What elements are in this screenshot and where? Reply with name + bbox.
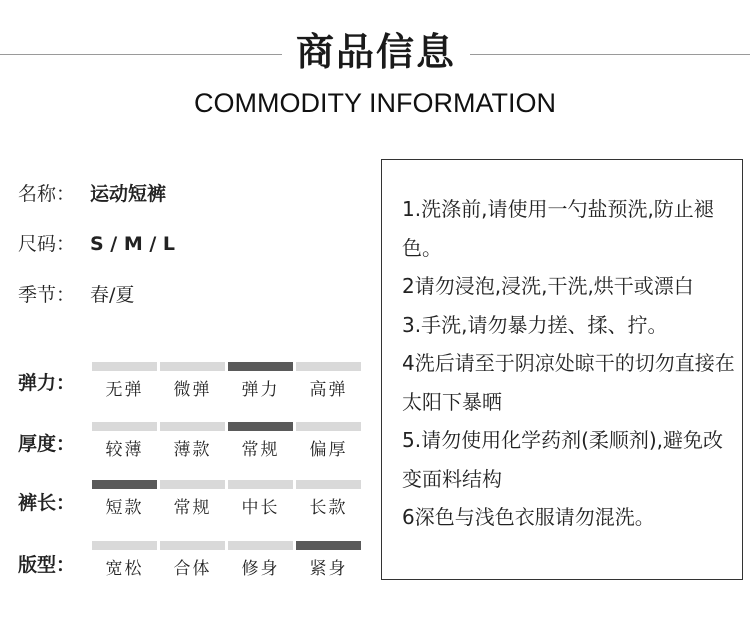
info-size-value: S / M / L bbox=[90, 233, 176, 255]
scale-bar bbox=[160, 362, 225, 371]
info-name-row bbox=[18, 180, 166, 208]
info-name-value: 运动短裤 bbox=[90, 183, 167, 205]
scale-bar-selected bbox=[296, 541, 361, 550]
scale-bar bbox=[228, 480, 293, 489]
scale-bar bbox=[92, 422, 157, 431]
scale-option-label: 薄款 bbox=[173, 440, 212, 460]
scale-option-label: 合体 bbox=[173, 559, 212, 579]
scale-bar bbox=[92, 362, 157, 371]
info-name-label: 名称： bbox=[18, 183, 76, 205]
attr-fit-scale bbox=[92, 541, 361, 593]
care-item: 2请勿浸泡,浸洗,干洗,烘干或漂白 bbox=[402, 274, 694, 298]
scale-option-label: 高弹 bbox=[309, 380, 348, 400]
attr-fit-label: 版型： bbox=[18, 554, 76, 576]
care-instructions-box bbox=[381, 159, 743, 580]
scale-bar bbox=[228, 541, 293, 550]
attr-thickness-label: 厚度： bbox=[18, 433, 76, 455]
scale-option-label: 修身 bbox=[241, 559, 280, 579]
info-size-row bbox=[18, 230, 175, 258]
care-item: 6深色与浅色衣服请勿混洗。 bbox=[402, 505, 655, 529]
care-instructions-list bbox=[402, 190, 737, 537]
scale-option-label: 偏厚 bbox=[309, 440, 348, 460]
scale-option-label: 常规 bbox=[173, 498, 212, 518]
scale-bar bbox=[160, 480, 225, 489]
scale-option-label: 长款 bbox=[309, 498, 348, 518]
scale-bar bbox=[296, 480, 361, 489]
attr-length-scale bbox=[92, 480, 361, 532]
attr-length-label: 裤长： bbox=[18, 492, 76, 514]
care-item: 1.洗涤前,请使用一勺盐预洗,防止褪色。 bbox=[402, 197, 714, 260]
scale-bar bbox=[160, 422, 225, 431]
scale-option-label: 微弹 bbox=[173, 380, 212, 400]
scale-option-label: 弹力 bbox=[241, 380, 280, 400]
scale-option-label: 较薄 bbox=[105, 440, 144, 460]
attr-elasticity-label: 弹力： bbox=[18, 372, 76, 394]
attr-thickness-scale bbox=[92, 422, 361, 474]
scale-option-label: 宽松 bbox=[105, 559, 144, 579]
scale-option-label: 常规 bbox=[241, 440, 280, 460]
scale-option-label: 中长 bbox=[241, 498, 280, 518]
scale-option-label: 无弹 bbox=[105, 380, 144, 400]
scale-option-label: 紧身 bbox=[309, 559, 348, 579]
scale-bar bbox=[296, 422, 361, 431]
attr-elasticity-scale bbox=[92, 362, 361, 414]
header-divider-right bbox=[470, 54, 750, 55]
info-size-label: 尺码： bbox=[18, 233, 76, 255]
scale-bar-selected bbox=[92, 480, 157, 489]
page-title: 商品信息 bbox=[295, 30, 456, 74]
info-season-row bbox=[18, 281, 134, 309]
care-item: 5.请勿使用化学药剂(柔顺剂),避免改变面料结构 bbox=[402, 428, 724, 491]
scale-option-label: 短款 bbox=[105, 498, 144, 518]
page-subtitle: COMMODITY INFORMATION bbox=[194, 88, 556, 118]
scale-bar bbox=[92, 541, 157, 550]
care-item: 3.手洗,请勿暴力搓、揉、拧。 bbox=[402, 312, 668, 337]
scale-bar-selected bbox=[228, 362, 293, 371]
scale-bar bbox=[160, 541, 225, 550]
info-season-label: 季节： bbox=[18, 284, 76, 306]
care-item: 4洗后请至于阴凉处晾干的切勿直接在太阳下暴晒 bbox=[402, 351, 735, 414]
header-divider-left bbox=[0, 54, 282, 55]
scale-bar bbox=[296, 362, 361, 371]
info-season-value: 春/夏 bbox=[90, 284, 135, 306]
scale-bar-selected bbox=[228, 422, 293, 431]
